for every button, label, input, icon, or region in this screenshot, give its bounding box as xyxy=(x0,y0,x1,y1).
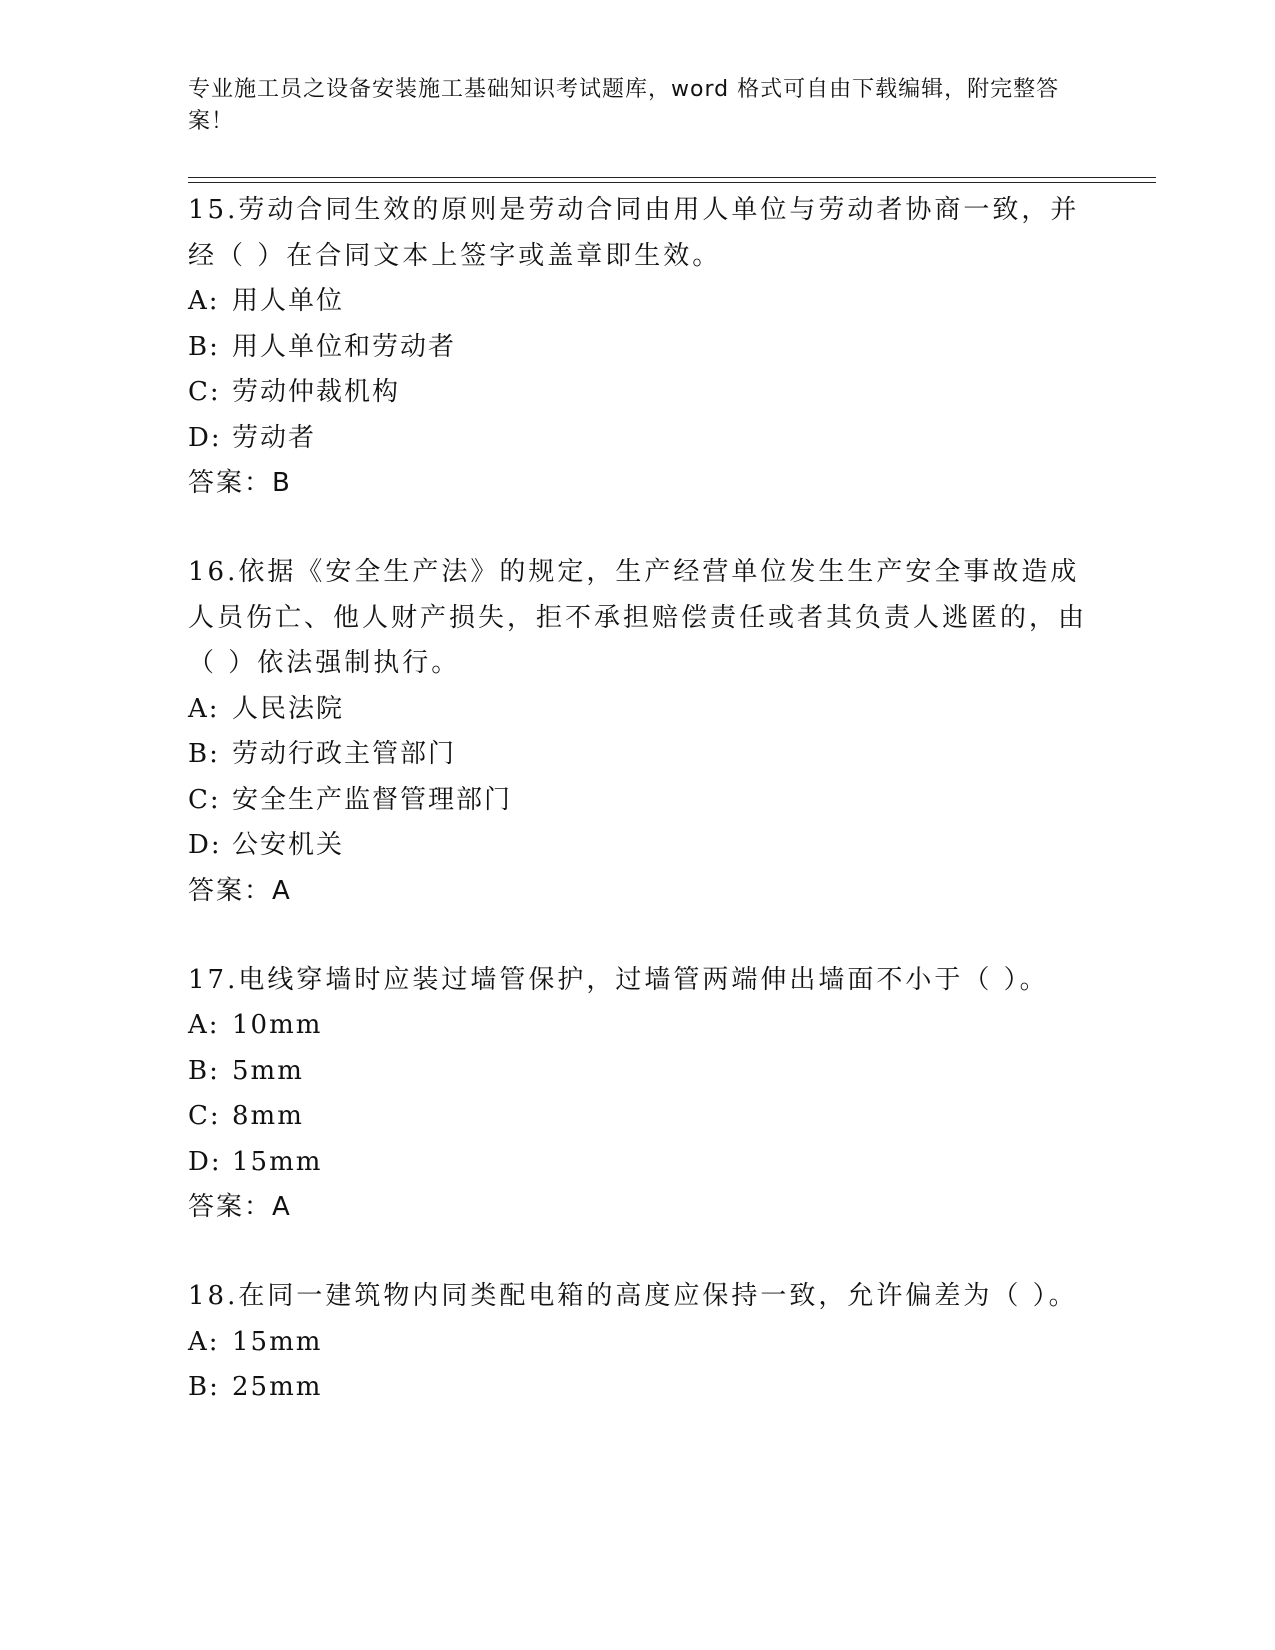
option-letter: C: xyxy=(188,377,221,407)
header-divider-bottom xyxy=(188,182,1156,183)
option-letter: A: xyxy=(188,1326,220,1357)
option-a xyxy=(188,1003,1088,1049)
document-header: 专业施工员之设备安装施工基础知识考试题库，word 格式可自由下载编辑，附完整答案！ xyxy=(188,77,1060,134)
option-b xyxy=(188,1365,1088,1411)
option-letter: A: xyxy=(188,693,220,724)
option-text: 劳动者 xyxy=(232,422,317,453)
option-d xyxy=(188,823,1088,869)
option-letter: A: xyxy=(188,286,220,316)
question-text: 15.劳动合同生效的原则是劳动合同由用人单位与劳动者协商一致，并经（ ）在合同文本上签字或盖章即生效。 xyxy=(188,195,1080,271)
answer-line: 答案：A xyxy=(188,1192,292,1222)
option-a xyxy=(188,1320,1088,1366)
question-text: 16.依据《安全生产法》的规定，生产经营单位发生生产安全事故造成人员伤亡、他人财产损失，拒不承担赔偿责任或者其负责人逃匿的，由（ ）依法强制执行。 xyxy=(188,557,1088,678)
option-b xyxy=(188,1049,1088,1095)
question-text: 17.电线穿墙时应装过墙管保护，过墙管两端伸出墙面不小于（ ）。 xyxy=(188,964,1049,995)
option-letter: A: xyxy=(188,1010,220,1040)
question-15 xyxy=(188,188,1088,506)
option-text: 公安机关 xyxy=(232,830,345,860)
option-b xyxy=(188,325,1088,371)
option-c xyxy=(188,1094,1088,1140)
option-b xyxy=(188,732,1088,778)
option-text: 5mm xyxy=(232,1055,304,1086)
option-letter: B: xyxy=(188,331,220,362)
option-letter: C: xyxy=(188,784,221,815)
option-letter: B: xyxy=(188,1055,220,1086)
header-divider-top xyxy=(188,177,1156,178)
option-letter: D: xyxy=(188,830,222,860)
option-letter: C: xyxy=(188,1101,221,1131)
option-c xyxy=(188,778,1088,824)
option-text: 劳动仲裁机构 xyxy=(232,377,401,407)
option-text: 15mm xyxy=(232,1146,323,1177)
option-letter: D: xyxy=(188,1146,222,1177)
question-18 xyxy=(188,1274,1088,1411)
option-d xyxy=(188,1140,1088,1186)
option-text: 劳动行政主管部门 xyxy=(232,739,457,769)
option-a xyxy=(188,279,1088,325)
question-16 xyxy=(188,550,1088,914)
option-text: 15mm xyxy=(232,1326,323,1357)
question-17 xyxy=(188,958,1088,1231)
option-text: 安全生产监督管理部门 xyxy=(232,784,513,815)
option-letter: B: xyxy=(188,739,220,769)
answer-line: 答案：A xyxy=(188,875,292,906)
option-c xyxy=(188,370,1088,416)
option-text: 用人单位 xyxy=(232,286,345,316)
option-d xyxy=(188,416,1088,462)
answer-line: 答案：B xyxy=(188,468,292,498)
option-text: 10mm xyxy=(232,1010,323,1040)
option-letter: B: xyxy=(188,1372,220,1402)
question-list xyxy=(188,188,1088,1455)
option-text: 25mm xyxy=(232,1372,323,1402)
option-a xyxy=(188,687,1088,733)
option-text: 8mm xyxy=(232,1101,304,1131)
option-text: 人民法院 xyxy=(232,693,345,724)
option-text: 用人单位和劳动者 xyxy=(232,331,457,362)
question-text: 18.在同一建筑物内同类配电箱的高度应保持一致，允许偏差为（ ）。 xyxy=(188,1281,1078,1311)
option-letter: D: xyxy=(188,422,222,453)
